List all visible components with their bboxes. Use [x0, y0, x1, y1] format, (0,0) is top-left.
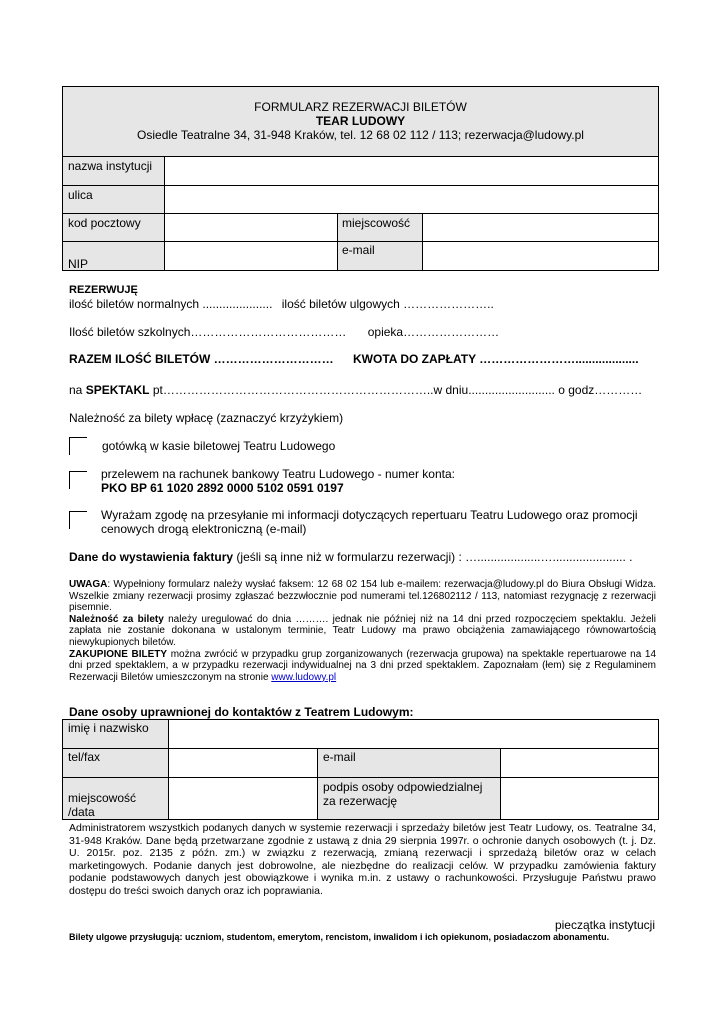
nazwa-field[interactable]: [164, 156, 659, 186]
contact-place-field[interactable]: [168, 777, 318, 820]
label-cell-miejscowosc: [337, 213, 423, 242]
label-cell-place: [62, 777, 169, 820]
transfer-option-label: przelewem na rachunek bankowy Teatru Ludowego - numer konta:: [101, 467, 455, 481]
consent-text: Wyrażam zgodę na przesyłanie mi informacji dotyczących repertuaru Teatru Ludowego oraz promocji cenowych drogą elektroniczną (e-mail): [101, 508, 638, 536]
show-label: SPEKTAKL: [85, 383, 150, 397]
website-link[interactable]: www.ludowy.pl: [271, 671, 337, 683]
signature-label: podpis osoby odpowiedzialnej za rezerwację: [323, 780, 483, 808]
nip-field[interactable]: [164, 241, 338, 271]
institution-stamp-label: pieczątka instytucji: [554, 918, 655, 932]
consent-checkbox[interactable]: [69, 511, 87, 529]
nazwa-label: nazwa instytucji: [68, 159, 153, 173]
theatre-address: Osiedle Teatralne 34, 31-948 Kraków, tel. 12 68 02 112 / 113; rezerwacja@ludowy.pl: [137, 128, 584, 142]
tickets-reduced: ilość biletów ulgowych …………………..: [281, 297, 494, 311]
show-line: [69, 383, 642, 397]
miejscowosc-label: miejscowość: [342, 216, 411, 230]
tickets-normal: ilość biletów normalnych .....................: [69, 297, 273, 311]
invoice-details: (jeśli są inne niż w formularzu rezerwacji) : …...................…...................... .: [236, 550, 633, 564]
payment-intro: Należność za bilety wpłacę (zaznaczyć krzyżykiem): [69, 411, 344, 425]
notice-uwaga: [69, 579, 656, 614]
label-cell-tel: [62, 748, 169, 778]
tickets-school: Ilość biletów szkolnych…………………………………: [69, 325, 347, 339]
nip-label: NIP: [68, 257, 89, 271]
show-details: pt…………………………………………………………..w dniu.......................... o godz…………: [152, 383, 643, 397]
transfer-checkbox[interactable]: [69, 471, 87, 489]
total-payment: KWOTA DO ZAPŁATY ……………………...................: [353, 352, 639, 366]
gdpr-notice: Administratorem wszystkich podanych danych w systemie rezerwacji i sprzedaży biletów jest Teatr Ludowy, os. Teatralne 34, 31-948 Kraków. Dane będą przetwarzane zgodnie z ustawą z dnia 29 sierpnia 1997r. o ochronie danych osobowych (t. j. Dz. U. 2015r. poz. 2135 z późn. zm.) w związku z rezerwacją, zmianą rezerwacji i sprzedażą biletów oraz w celach marketingowych. Podanie danych jest dobrowolne, ale niezbędne do realizacji celów. W przypadku zamówienia faktury podanie podstawowych danych jest obowiązkowe i wynika m.in. z ustawy o rachunkowości. Przysługuje Państwu prawo dostępu do treści swoich danych oraz ich poprawiania.: [69, 822, 656, 897]
contact-signature-field[interactable]: [500, 777, 659, 820]
form-header: [62, 86, 659, 157]
notice-block: [69, 579, 656, 683]
name-label: imię i nazwisko: [68, 721, 149, 735]
label-cell-ulica: [62, 185, 165, 214]
contact-email-field[interactable]: [500, 748, 659, 778]
label-cell-nip: [62, 241, 165, 271]
totals-line: [69, 352, 639, 366]
notice-returns: [69, 649, 656, 684]
tel-label: tel/fax: [68, 750, 101, 764]
email-label: e-mail: [342, 243, 375, 257]
uwaga-text: : Wypełniony formularz należy wysłać faksem: 12 68 02 154 lub e-mailem: rezerwacja@ludowy.pl do Biura Obsługi Widza. Wszelkie zmiany rezerwacji prosimy zgłaszać bezzwłocznie pod numerami tel.126802112 / 113, natomiast rezygnację z rezerwacji pisemnie.: [69, 579, 656, 614]
returns-label: ZAKUPIONE BILETY: [69, 648, 168, 660]
cash-checkbox[interactable]: [69, 437, 87, 455]
place-label: miejscowość /data: [68, 791, 137, 819]
label-cell-nazwa: [62, 156, 165, 186]
label-cell-name: [62, 719, 169, 749]
reservation-heading: REZERWUJĘ: [69, 284, 138, 296]
label-cell-kod: [62, 213, 165, 242]
contact-name-field[interactable]: [168, 719, 659, 749]
label-cell-email: [337, 241, 423, 271]
tickets-normal-reduced: [69, 297, 494, 311]
form-title: FORMULARZ REZERWACJI BILETÓW: [254, 100, 467, 114]
label-cell-signature: [317, 777, 501, 820]
kod-label: kod pocztowy: [68, 216, 141, 230]
notice-payment: [69, 614, 656, 649]
returns-text: można zwrócić w przypadku grup zorganizowanych (rezerwacja grupowa) na spektakle repertuarowe na 14 dni przed spektaklem, a w przypadku rezerwacji indywidualnej na 3 dni przed spektaklem. Zapoznałam (łem) się z Regulaminem Rezerwacji Biletów umieszczonym na stronie: [69, 648, 657, 683]
invoice-label: Dane do wystawienia faktury: [69, 550, 234, 564]
theatre-name: TEAR LUDOWY: [315, 114, 406, 128]
bank-account-number: PKO BP 61 1020 2892 0000 5102 0591 0197: [101, 481, 344, 495]
payment-due-text: należy uregulować do dnia ………. jednak nie później niż na 14 dni przed rozpoczęciem spektaklu. Jeżeli zapłata nie zostanie dokonana w ustalonym terminie, Teatr Ludowy ma prawo obciążenia zamawiającego równowartością niewykupionych biletów.: [69, 613, 656, 648]
label-cell-contact-email: [317, 748, 501, 778]
total-tickets: RAZEM ILOŚĆ BILETÓW …………………………: [69, 352, 334, 366]
ulica-field[interactable]: [164, 185, 659, 214]
tickets-care: opieka……………………: [367, 325, 500, 339]
payment-due-label: Należność za bilety: [69, 613, 164, 625]
cash-option-label: gotówką w kasie biletowej Teatru Ludowego: [102, 439, 336, 453]
tickets-school-care: [69, 325, 499, 339]
uwaga-label: UWAGA: [69, 579, 108, 590]
contact-tel-field[interactable]: [168, 748, 318, 778]
miejscowosc-field[interactable]: [422, 213, 659, 242]
discount-eligibility: Bilety ulgowe przysługują: uczniom, studentom, emerytom, rencistom, inwalidom i ich opiekunom, posiadaczom abonamentu.: [69, 932, 610, 942]
kod-field[interactable]: [164, 213, 338, 242]
contact-heading: Dane osoby uprawnionej do kontaktów z Teatrem Ludowym:: [69, 705, 414, 719]
contact-email-label: e-mail: [323, 750, 356, 764]
show-prefix: na: [69, 383, 83, 397]
email-field[interactable]: [422, 241, 659, 271]
ulica-label: ulica: [68, 188, 93, 202]
invoice-line: [69, 550, 633, 564]
